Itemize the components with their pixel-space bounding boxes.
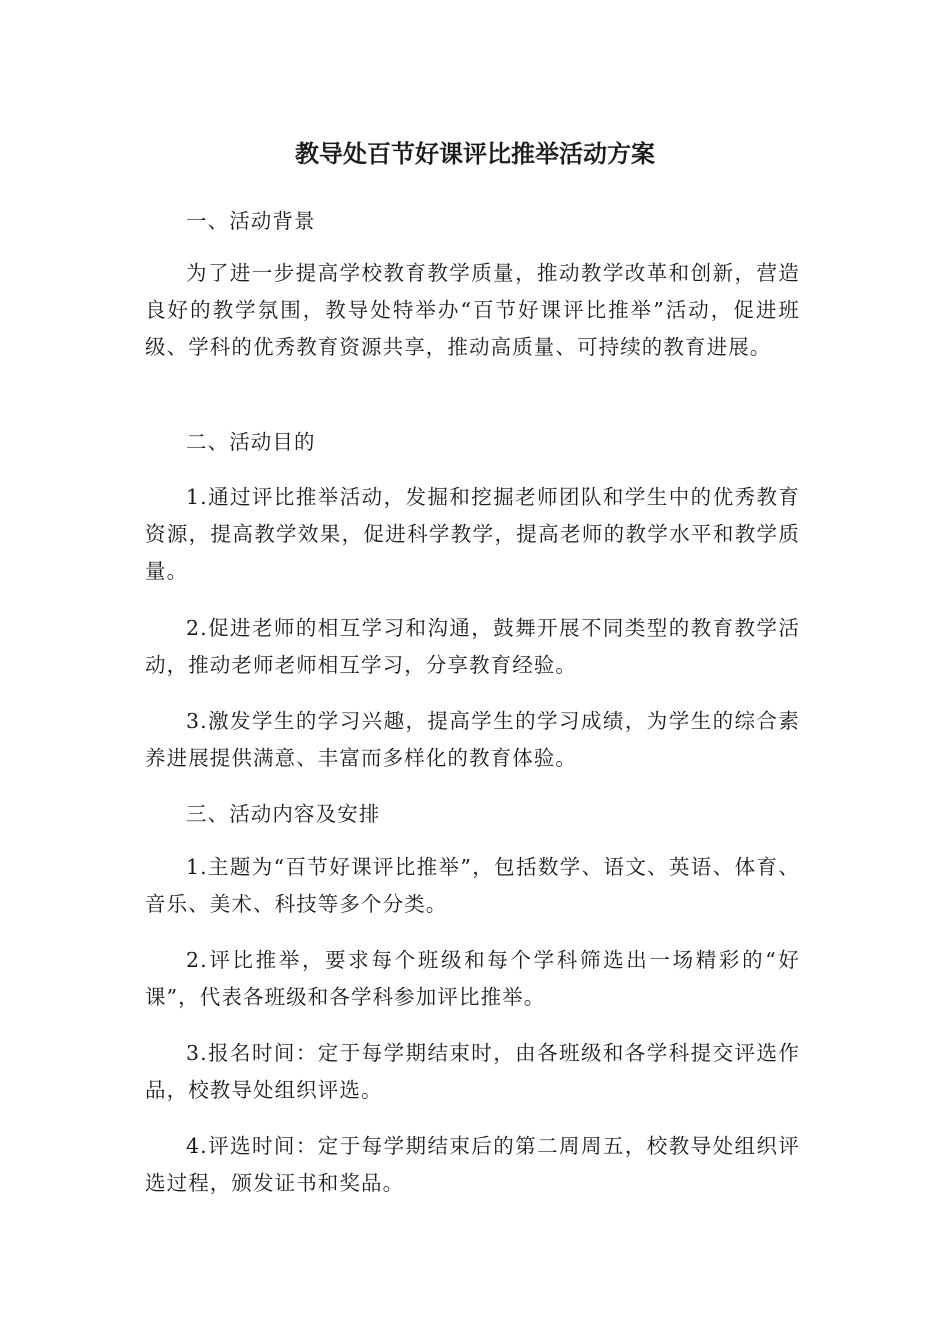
paragraph-purpose-2: 2.促进老师的相互学习和沟通，鼓舞开展不同类型的教育教学活动，推动老师老师相互学习，分享教育经验。 <box>145 616 800 677</box>
paragraph-purpose-1: 1.通过评比推举活动，发掘和挖掘老师团队和学生中的优秀教育资源，提高教学效果，促进科学教学，提高老师的教学水平和教学质量。 <box>145 485 800 583</box>
document-title: 教导处百节好课评比推举活动方案 <box>295 140 655 168</box>
paragraph-content-3: 3.报名时间：定于每学期结束时，由各班级和各学科提交评选作品，校教导处组织评选。 <box>145 1041 800 1102</box>
paragraph-content-4: 4.评选时间：定于每学期结束后的第二周周五，校教导处组织评选过程，颁发证书和奖品。 <box>145 1134 800 1195</box>
paragraph-background: 为了进一步提高学校教育教学质量，推动教学改革和创新，营造良好的教学氛围，教导处特举办“百节好课评比推举”活动，促进班级、学科的优秀教育资源共享，推动高质量、可持续的教育进展。 <box>145 261 800 359</box>
paragraph-purpose-3: 3.激发学生的学习兴趣，提高学生的学习成绩，为学生的综合素养进展提供满意、丰富而多样化的教育体验。 <box>145 709 800 770</box>
paragraph-content-2: 2.评比推举，要求每个班级和每个学科筛选出一场精彩的“好课”，代表各班级和各学科参加评比推举。 <box>145 948 800 1009</box>
section-heading-purpose: 二、活动目的 <box>186 430 316 454</box>
section-heading-content: 三、活动内容及安排 <box>186 802 381 826</box>
paragraph-content-1: 1.主题为“百节好课评比推举”，包括数学、语文、英语、体育、音乐、美术、科技等多个分类。 <box>145 855 800 916</box>
section-heading-background: 一、活动背景 <box>186 209 316 233</box>
